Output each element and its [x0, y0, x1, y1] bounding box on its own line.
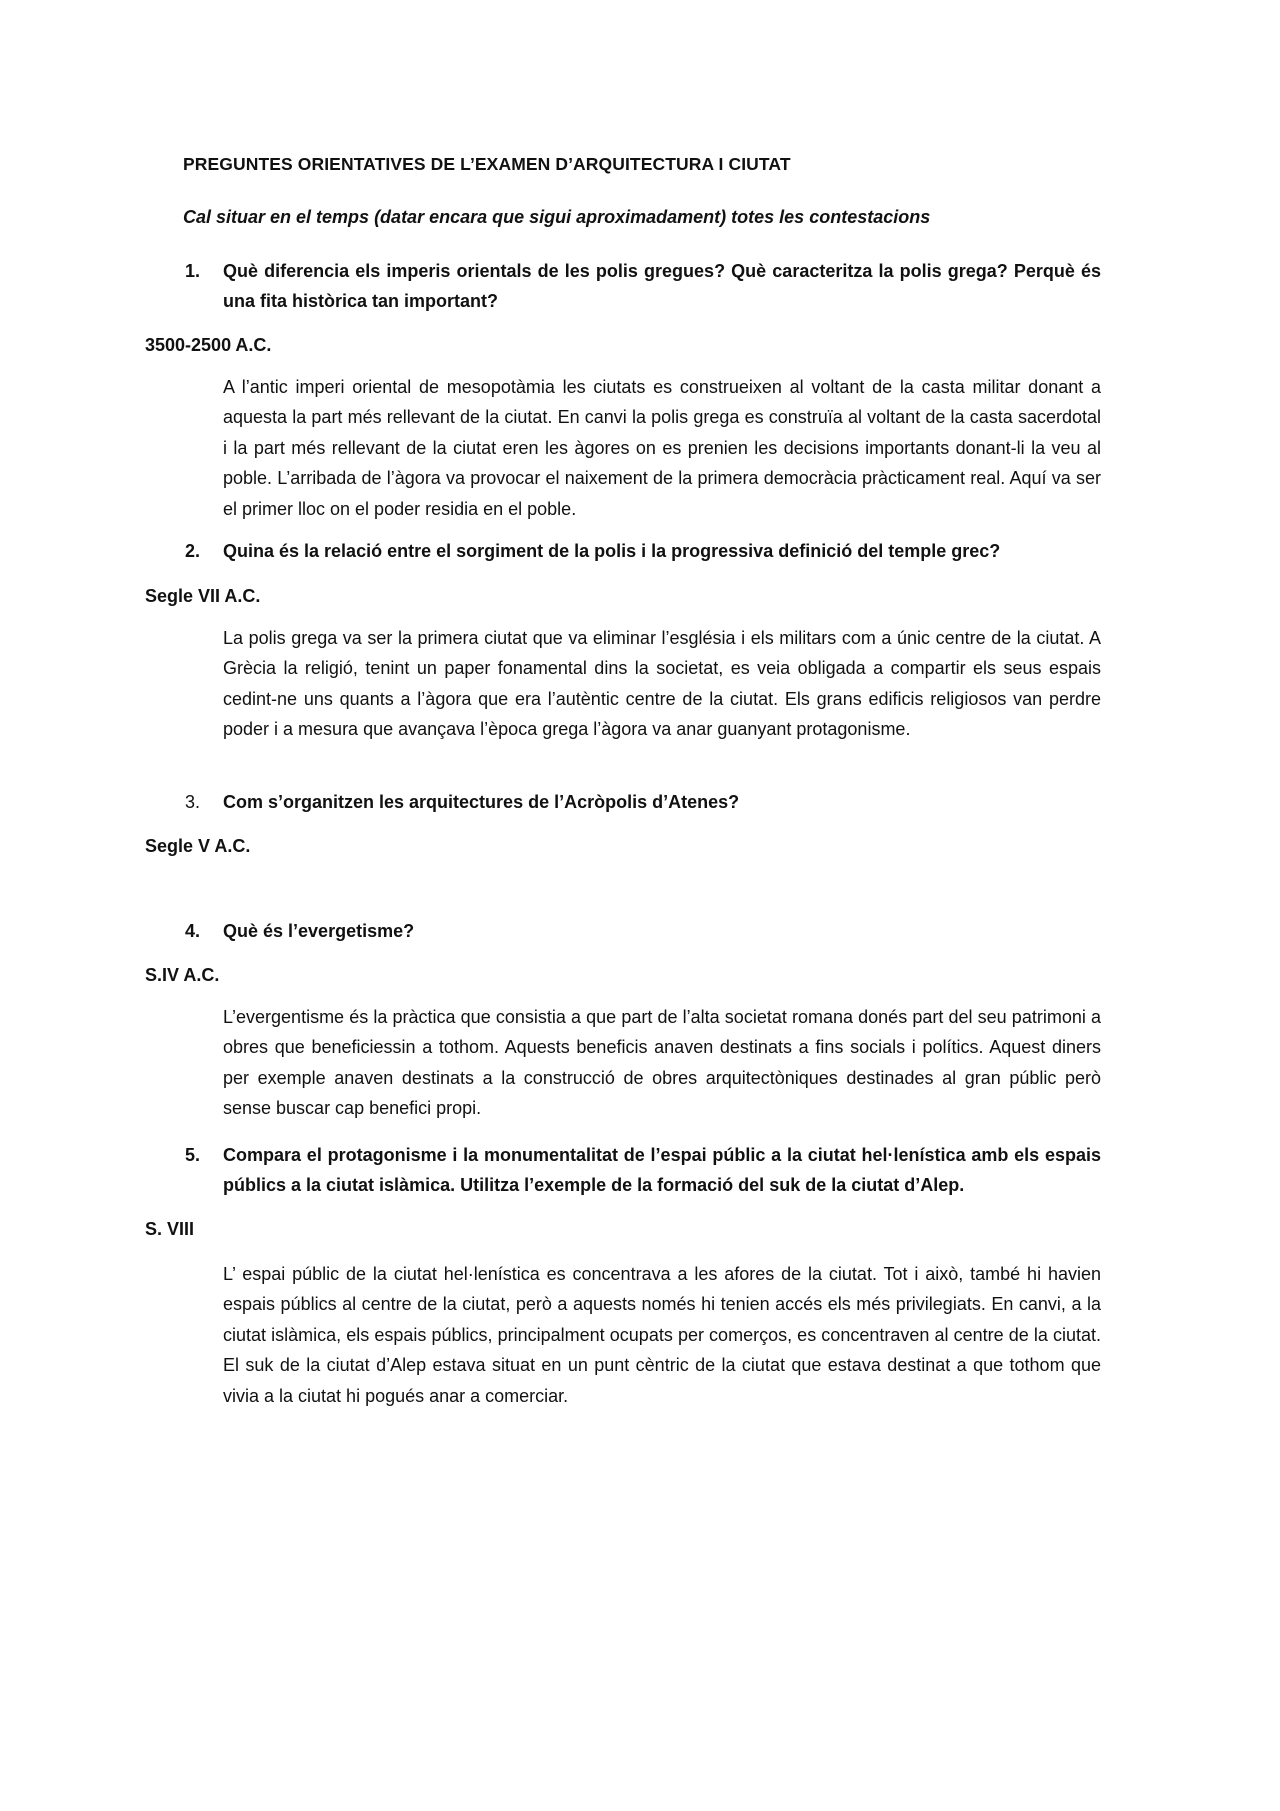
- question-text: Com s’organitzen les arquitectures de l’Acròpolis d’Atenes?: [223, 792, 740, 812]
- question-number: 1.: [185, 261, 201, 281]
- question-text: Què diferencia els imperis orientals de les polis gregues? Què caracteritza la polis grega? Perquè és una fita històrica tan important?: [223, 261, 1101, 311]
- question-answer: La polis grega va ser la primera ciutat que va eliminar l’església i els militars com a únic centre de la ciutat. A Grècia la religió, tenint un paper fonamental dins la societat, es veia obligada a compartir els seus espais cedint-ne uns quants a l’àgora que era l’autèntic centre de la ciutat. Els grans edificis religiosos van perdre poder i a mesura que avançava l’època grega l’àgora va anar guanyant protagonisme.: [223, 628, 1101, 740]
- question-answer: L’evergentisme és la pràctica que consistia a que part de l’alta societat romana donés part del seu patrimoni a obres que beneficiessin a tothom. Aquests beneficis anaven destinats a fins socials i polítics. Aquest diners per exemple anaven destinats a la construcció de obres arquitectòniques destinades al gran públic però sense buscar cap benefici propi.: [223, 1007, 1101, 1119]
- question-number: 3.: [185, 792, 201, 812]
- question-text: Què és l’evergetisme?: [223, 921, 415, 941]
- question-date: S. VIII: [145, 1219, 195, 1239]
- page-subtitle: Cal situar en el temps (datar encara que sigui aproximadament) totes les contestacions: [183, 207, 931, 227]
- question-answer: A l’antic imperi oriental de mesopotàmia les ciutats es construeixen al voltant de la casta militar donant a aquesta la part més rellevant de la ciutat. En canvi la polis grega es construïa al voltant de la casta sacerdotal i la part més rellevant de la ciutat eren les àgores on es prenien les decisions importants donant-li la veu al poble. L’arribada de l’àgora va provocar el naixement de la primera democràcia pràcticament real. Aquí va ser el primer lloc on el poder residia en el poble.: [223, 377, 1101, 519]
- question-text: Quina és la relació entre el sorgiment de la polis i la progressiva definició del temple grec?: [223, 541, 1001, 561]
- page-title: PREGUNTES ORIENTATIVES DE L’EXAMEN D’ARQUITECTURA I CIUTAT: [183, 154, 791, 174]
- question-number: 4.: [185, 921, 201, 941]
- question-date: 3500-2500 A.C.: [145, 335, 272, 355]
- question-date: Segle V A.C.: [145, 836, 251, 856]
- question-answer: L’ espai públic de la ciutat hel·lenística es concentrava a les afores de la ciutat. Tot i això, també hi havien espais públics al centre de la ciutat, però a aquests només hi tenien accés els més privilegiats. En canvi, a la ciutat islàmica, els espais públics, principalment ocupats per comerços, es concentraven al centre de la ciutat. El suk de la ciutat d’Alep estava situat en un punt cèntric de la ciutat que estava destinat a que tothom que vivia a la ciutat hi pogués anar a comerciar.: [223, 1264, 1101, 1406]
- question-text: Compara el protagonisme i la monumentalitat de l’espai públic a la ciutat hel·lenística amb els espais públics a la ciutat islàmica. Utilitza l’exemple de la formació del suk de la ciutat d’Alep.: [223, 1145, 1101, 1195]
- question-number: 2.: [185, 541, 201, 561]
- question-date: S.IV A.C.: [145, 965, 220, 985]
- question-number: 5.: [185, 1145, 201, 1165]
- question-date: Segle VII A.C.: [145, 586, 261, 606]
